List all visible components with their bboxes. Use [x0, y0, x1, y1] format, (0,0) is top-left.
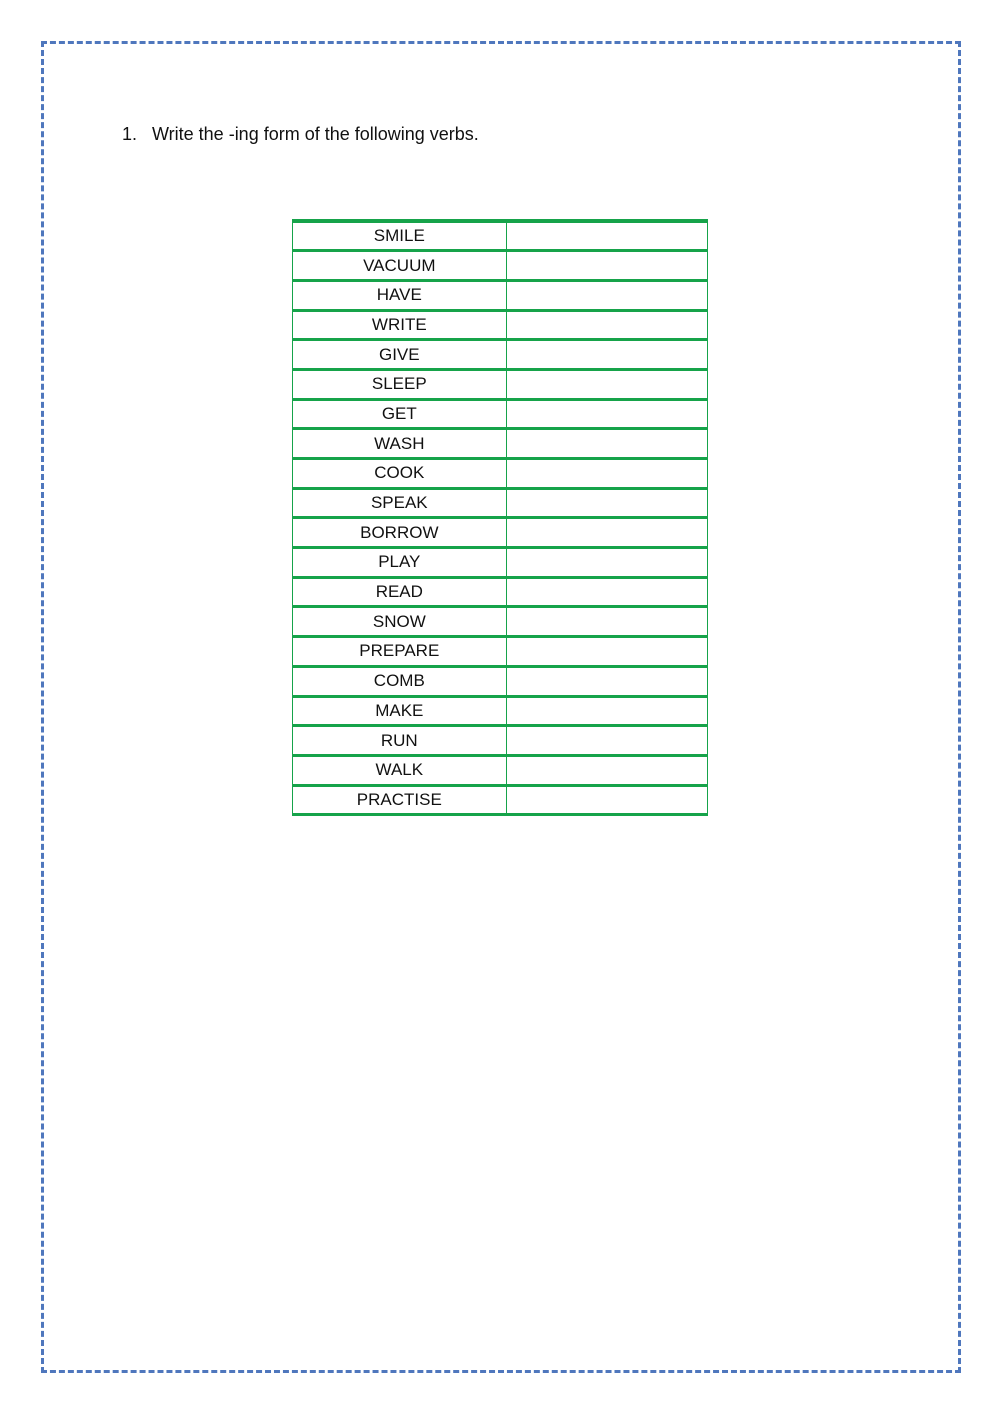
instruction: [122, 122, 479, 146]
answer-cell[interactable]: [506, 221, 707, 251]
verb-cell: HAVE: [293, 280, 507, 310]
table-row: [293, 310, 708, 340]
answer-cell[interactable]: [506, 459, 707, 489]
answer-cell[interactable]: [506, 399, 707, 429]
verb-cell: READ: [293, 577, 507, 607]
table-row: [293, 637, 708, 667]
verb-cell: GIVE: [293, 340, 507, 370]
verb-cell: SNOW: [293, 607, 507, 637]
verb-cell: VACUUM: [293, 251, 507, 281]
verb-cell: PRACTISE: [293, 785, 507, 815]
answer-cell[interactable]: [506, 310, 707, 340]
table-row: [293, 755, 708, 785]
answer-cell[interactable]: [506, 369, 707, 399]
verb-cell: WASH: [293, 429, 507, 459]
answer-cell[interactable]: [506, 577, 707, 607]
answer-cell[interactable]: [506, 518, 707, 548]
answer-cell[interactable]: [506, 607, 707, 637]
table-row: [293, 666, 708, 696]
table-row: [293, 340, 708, 370]
verb-cell: WALK: [293, 755, 507, 785]
table-row: [293, 488, 708, 518]
answer-cell[interactable]: [506, 696, 707, 726]
answer-cell[interactable]: [506, 251, 707, 281]
table-row: [293, 696, 708, 726]
verb-cell: WRITE: [293, 310, 507, 340]
table-row: [293, 399, 708, 429]
table-row: [293, 607, 708, 637]
verb-cell: GET: [293, 399, 507, 429]
table-row: [293, 221, 708, 251]
verb-table: [292, 219, 708, 816]
answer-cell[interactable]: [506, 340, 707, 370]
answer-cell[interactable]: [506, 280, 707, 310]
table-row: [293, 548, 708, 578]
table-row: [293, 577, 708, 607]
answer-cell[interactable]: [506, 666, 707, 696]
instruction-text: Write the -ing form of the following verbs.: [152, 124, 479, 144]
table-row: [293, 251, 708, 281]
answer-cell[interactable]: [506, 726, 707, 756]
answer-cell[interactable]: [506, 548, 707, 578]
table-row: [293, 429, 708, 459]
table-row: [293, 518, 708, 548]
answer-cell[interactable]: [506, 429, 707, 459]
table-row: [293, 369, 708, 399]
verb-cell: PREPARE: [293, 637, 507, 667]
table-row: [293, 280, 708, 310]
table-row: [293, 726, 708, 756]
verb-cell: BORROW: [293, 518, 507, 548]
verb-cell: COOK: [293, 459, 507, 489]
verb-cell: SLEEP: [293, 369, 507, 399]
verb-cell: COMB: [293, 666, 507, 696]
answer-cell[interactable]: [506, 637, 707, 667]
answer-cell[interactable]: [506, 488, 707, 518]
verb-cell: MAKE: [293, 696, 507, 726]
table-row: [293, 459, 708, 489]
answer-cell[interactable]: [506, 785, 707, 815]
verb-table-body: [293, 221, 708, 815]
verb-cell: RUN: [293, 726, 507, 756]
verb-cell: SMILE: [293, 221, 507, 251]
table-row: [293, 785, 708, 815]
verb-cell: PLAY: [293, 548, 507, 578]
instruction-number: 1.: [122, 124, 138, 144]
verb-cell: SPEAK: [293, 488, 507, 518]
answer-cell[interactable]: [506, 755, 707, 785]
